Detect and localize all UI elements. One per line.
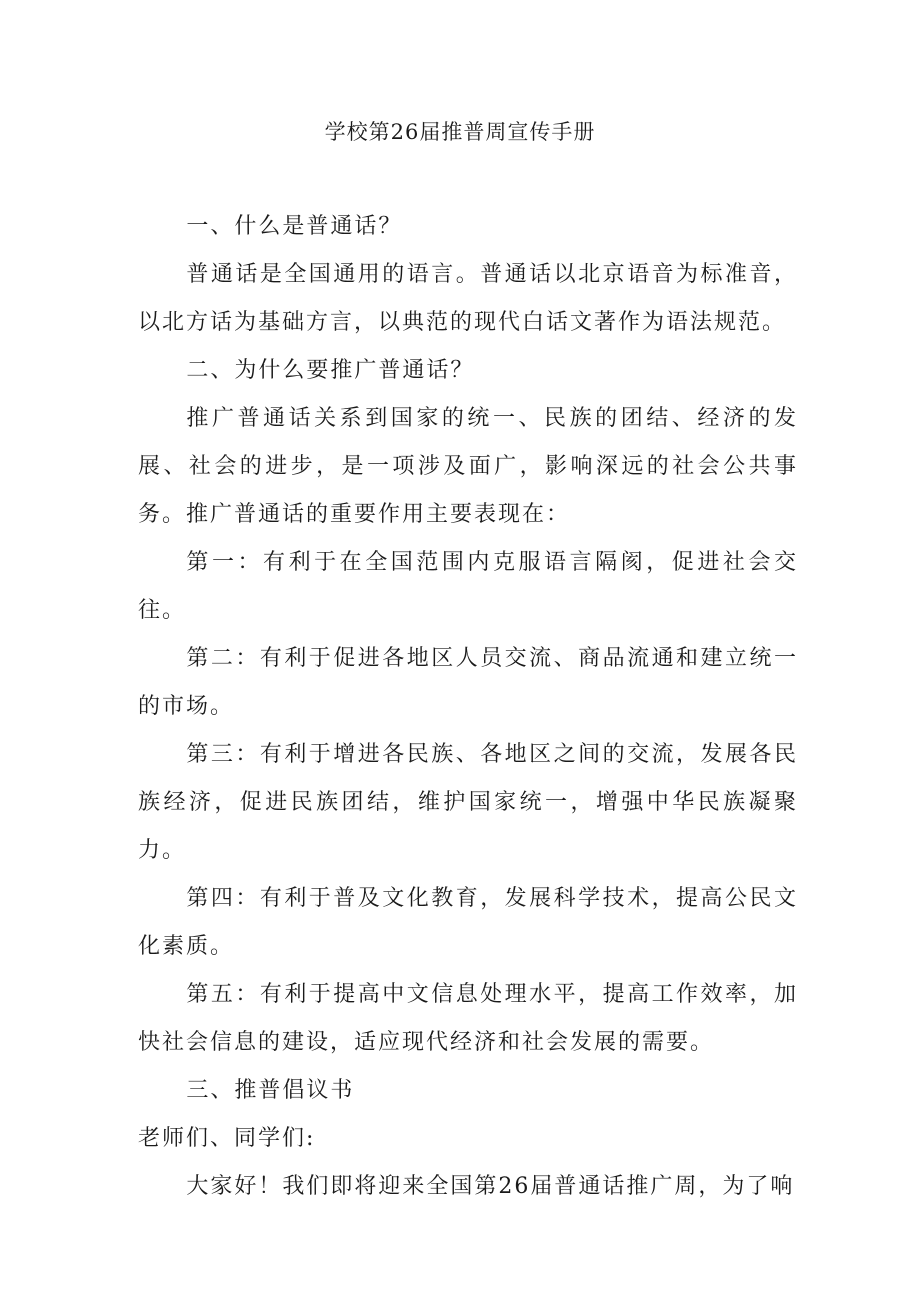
document-title: 学校第26届推普周宣传手册: [324, 120, 596, 144]
paragraph-opening: 大家好！我们即将迎来全国第26届普通话推广周，为了响: [186, 1174, 795, 1199]
paragraph-definition: 普通话是全国通用的语言。普通话以北京语音为标准音，以北方话为基础方言，以典范的现代白话文著作为语法规范。: [138, 262, 798, 335]
list-item-point-2: 第二：有利于促进各地区人员交流、商品流通和建立统一的市场。: [138, 646, 798, 719]
document-body: [138, 203, 798, 1211]
paragraph-importance: 推广普通话关系到国家的统一、民族的团结、经济的发展、社会的进步，是一项涉及面广，影响深远的社会公共事务。推广普通话的重要作用主要表现在：: [138, 406, 798, 527]
list-item-point-3: 第三：有利于增进各民族、各地区之间的交流，发展各民族经济，促进民族团结，维护国家统一，增强中华民族凝聚力。: [138, 742, 798, 863]
salutation: 老师们、同学们:: [138, 1126, 316, 1151]
section-heading-why-promote: 二、为什么要推广普通话？: [186, 358, 475, 383]
list-item-point-5: 第五：有利于提高中文信息处理水平，提高工作效率，加快社会信息的建设，适应现代经济和社会发展的需要。: [138, 982, 798, 1055]
section-heading-what-is-putonghua: 一、什么是普通话？: [186, 214, 403, 239]
list-item-point-4: 第四：有利于普及文化教育，发展科学技术，提高公民文化素质。: [138, 886, 798, 959]
section-heading-proposal: 三、推普倡议书: [186, 1078, 355, 1103]
list-item-point-1: 第一：有利于在全国范围内克服语言隔阂，促进社会交往。: [138, 550, 798, 623]
